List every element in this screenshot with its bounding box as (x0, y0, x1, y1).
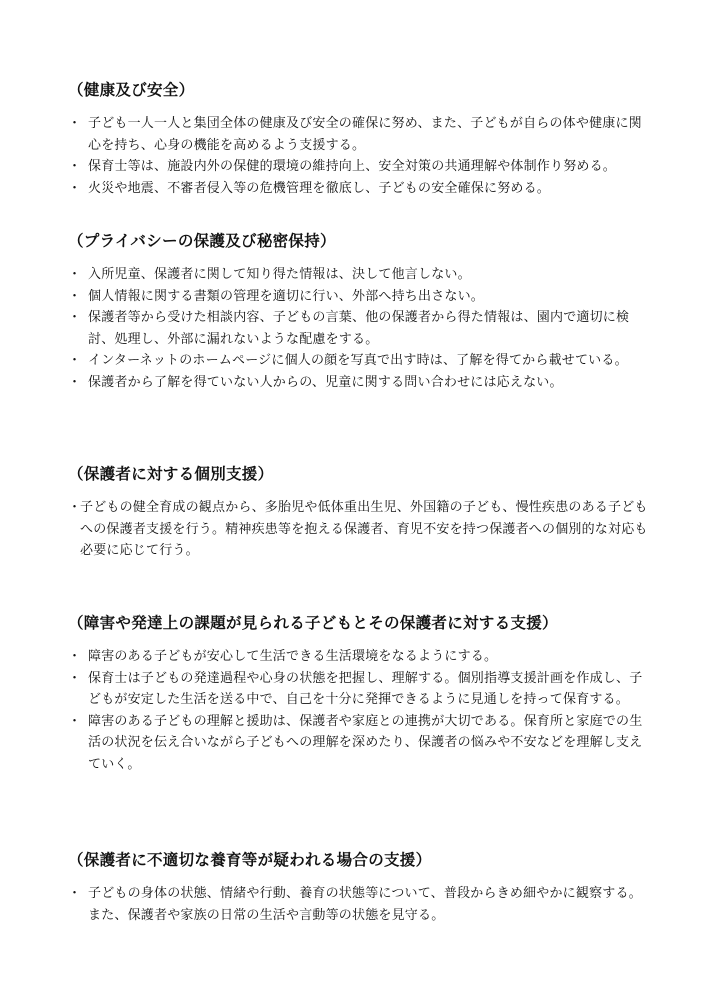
list-item (68, 646, 648, 668)
list-item (68, 264, 648, 286)
item-text: 障害のある子どもの理解と援助は、保護者や家庭との連携が大切である。保育所と家庭での生活の状況を伝え合いながら子どもへの理解を深めたり、保護者の悩みや不安などを理解し支えていく。 (88, 713, 643, 772)
bullet: ・ (68, 180, 82, 196)
list-item (68, 883, 648, 926)
bullet: ・ (68, 310, 82, 325)
bullet-list (68, 264, 648, 393)
bullet: ・ (68, 670, 82, 686)
bullet-list (68, 113, 648, 199)
list-item (68, 307, 648, 350)
bullet: ・ (68, 159, 82, 174)
bullet: ・ (68, 116, 82, 131)
bullet: ・ (68, 713, 82, 729)
item-text: 子どもの身体の状態、情緒や行動、養育の状態等について、普段からきめ細やかに観察する。また、保護者や家族の日常の生活や言動等の状態を見守る。 (88, 886, 642, 923)
list-item (68, 668, 648, 711)
list-item (68, 711, 648, 776)
list-item (68, 372, 648, 394)
item-text: 保育士は子どもの発達過程や心身の状態を把握し、理解する。個別指導支援計画を作成し、子どもが安定した生活を送る中で、自己を十分に発揮できるように見通しを持って保育する。 (88, 670, 643, 707)
section-heading: （健康及び安全） (68, 81, 195, 99)
item-text: 火災や地震、不審者侵入等の危機管理を徹底し、子どもの安全確保に努める。 (88, 180, 551, 196)
bullet: ・ (68, 649, 82, 664)
item-text: 保育士等は、施設内外の保健的環境の維持向上、安全対策の共通理解や体制作り努める。 (88, 159, 617, 174)
list-item (68, 350, 648, 372)
item-text: 保護者等から受けた相談内容、子どもの言葉、他の保護者から得た情報は、園内で適切に検討、処理し、外部に漏れないような配慮をする。 (88, 310, 630, 347)
section-parent-support (68, 464, 648, 562)
bullet: ・ (68, 353, 82, 368)
list-item (68, 286, 648, 308)
item-text: 個人情報に関する書類の管理を適切に行い、外部へ持ち出さない。 (88, 288, 485, 304)
list-item (68, 113, 648, 156)
bullet: ・ (68, 500, 82, 515)
section-heading: （保護者に不適切な養育等が疑われる場合の支援） (68, 851, 432, 869)
item-text: 入所児童、保護者に関して知り得た情報は、決して他言しない。 (88, 267, 471, 282)
section-abuse-support (68, 850, 648, 926)
item-text: 子ども一人一人と集団全体の健康及び安全の確保に努め、また、子どもが自らの体や健康に関心を持ち、心身の機能を高めるよう支援する。 (88, 116, 642, 153)
section-health-safety (68, 80, 648, 199)
section-heading: （保護者に対する個別支援） (68, 465, 274, 483)
section-heading: （障害や発達上の課題が見られる子どもとその保護者に対する支援） (68, 614, 558, 632)
bullet: ・ (68, 374, 82, 390)
section-privacy (68, 231, 648, 393)
item-text: インターネットのホームページに個人の顔を写真で出す時は、了解を得てから載せている。 (88, 353, 628, 368)
bullet-list (68, 646, 648, 775)
bullet: ・ (68, 886, 82, 901)
item-text: 障害のある子どもが安心して生活できる生活環境をなるようにする。 (88, 649, 498, 664)
bullet-list (68, 497, 648, 562)
bullet: ・ (68, 267, 82, 282)
list-item (68, 156, 648, 178)
item-text: 保護者から了解を得ていない人からの、児童に関する問い合わせには応えない。 (88, 374, 563, 390)
list-item (68, 497, 648, 562)
item-text: 子どもの健全育成の観点から、多胎児や低体重出生児、外国籍の子ども、慢性疾患のある子どもへの保護者支援を行う。精神疾患等を抱える保護者、育児不安を持つ保護者への個別的な対応も必要に応じて行う。 (80, 500, 648, 558)
section-heading: （プライバシーの保護及び秘密保持） (68, 232, 336, 250)
section-disability-support (68, 613, 648, 775)
bullet: ・ (68, 288, 82, 304)
bullet-list (68, 883, 648, 926)
list-item (68, 178, 648, 200)
